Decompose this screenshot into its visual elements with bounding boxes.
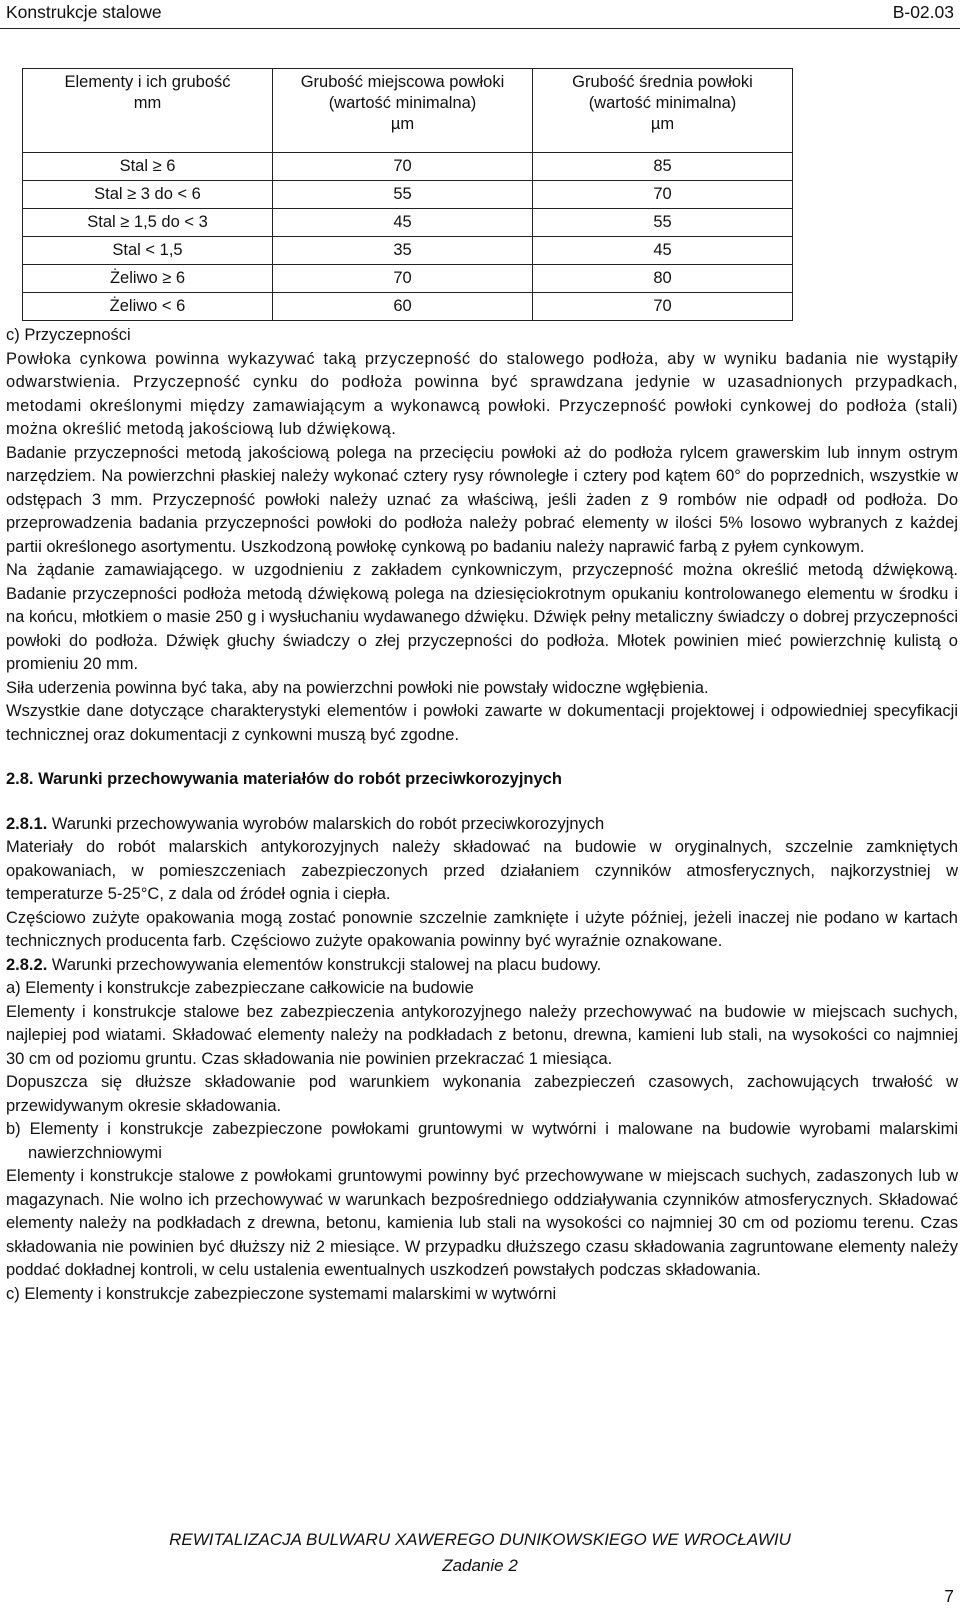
header-line: µm	[650, 115, 675, 133]
paragraph: Częściowo zużyte opakowania mogą zostać ponownie szczelnie zamknięte i użyte później, jeżeli inaczej nie podano w kartach technicznych producenta farb. Częściowo zużyte opakowania powinny być wyraźnie oznakowane.	[6, 908, 958, 950]
subsection-heading-2-8-1	[6, 813, 958, 837]
table-cell: 35	[273, 237, 533, 265]
table-cell: 55	[273, 181, 533, 209]
header-line: Grubość średnia powłoki	[572, 73, 753, 91]
table-cell: 70	[273, 153, 533, 181]
table-cell: Żeliwo < 6	[23, 293, 273, 321]
table-cell: 55	[533, 209, 793, 237]
header-line: (wartość minimalna)	[328, 94, 477, 112]
table-row	[23, 265, 793, 293]
table-row	[23, 293, 793, 321]
table-row	[23, 153, 793, 181]
paragraph: Wszystkie dane dotyczące charakterystyki elementów i powłoki zawarte w dokumentacji projektowej i odpowiedniej specyfikacji technicznej oraz dokumentacji z cynkowni muszą być zgodne.	[6, 702, 958, 744]
header-line: Grubość miejscowa powłoki	[300, 73, 505, 91]
footer-task: Zadanie 2	[442, 1556, 518, 1575]
header-line: mm	[133, 94, 162, 112]
section-heading-2-8: 2.8. Warunki przechowywania materiałów do robót przeciwkorozyjnych	[6, 770, 562, 788]
table-cell: Żeliwo ≥ 6	[23, 265, 273, 293]
table-row	[23, 237, 793, 265]
paragraph: Elementy i konstrukcje stalowe z powłokami gruntowymi powinny być przechowywane w miejscach suchych, zadaszonych lub w magazynach. Nie wolno ich przechowywać w warunkach bezpośredniego oddziaływania czynników atmosferycznych. Składować elementy należy na podkładach z drewna, betonu, kamienia lub stali na wysokości co najmniej 30 cm od poziomu terenu. Czas składowania nie powinien być dłuższy niż 2 miesiące. W przypadku dłuższego czasu składowania zagruntowane elementy należy poddać dokładnej kontroli, w celu ustalenia ewentualnych uszkodzeń powstałych podczas składowania.	[6, 1167, 958, 1279]
item-b-label: b) Elementy i konstrukcje zabezpieczone powłokami gruntowymi w wytwórni i malowane na budowie wyrobami malarskimi nawierzchniowymi	[6, 1120, 958, 1162]
table-cell: 60	[273, 293, 533, 321]
table-cell: 70	[533, 181, 793, 209]
table-header-cell	[273, 69, 533, 153]
table-header-row	[23, 69, 793, 153]
table-header-cell	[23, 69, 273, 153]
table-row	[23, 181, 793, 209]
paragraph: Badanie przyczepności metodą jakościową polega na przecięciu powłoki aż do podłoża rylcem grawerskim lub innym ostrym narzędziem. Na powierzchni płaskiej należy wykonać cztery rysy równoległe i cztery pod kątem 60° do poprzednich, wszystkie w odstępach 3 mm. Przyczepność powłoki należy uznać za właściwą, jeśli żaden z 9 rombów nie odpadł od podłoża. Do przeprowadzenia badania przyczepności powłoki do podłoża należy pobrać elementy w ilości 5% losowo wybranych z każdej partii określonego asortymentu. Uszkodzoną powłokę cynkową po badaniu należy naprawić farbą z pyłem cynkowym.	[6, 443, 958, 556]
paragraph: Powłoka cynkowa powinna wykazywać taką przyczepność do stalowego podłoża, aby w wyniku badania nie wystąpiły odwarstwienia. Przyczepność cynku do podłoża powinna być sprawdzana jedynie w uzasadnionych przypadkach, metodami określonymi między zamawiającym a wykonawcą powłoki. Przyczepność powłoki cynkowej do podłoża (stali) można określić metodą jakościową lub dźwiękową.	[6, 349, 958, 438]
subsection-title: Warunki przechowywania elementów konstrukcji stalowej na placu budowy.	[47, 955, 602, 974]
spacer	[6, 747, 958, 768]
table-cell: 70	[273, 265, 533, 293]
section-c-label: c) Przyczepności	[6, 326, 131, 344]
table-cell: 70	[533, 293, 793, 321]
subsection-number: 2.8.1.	[6, 814, 48, 833]
table-cell: 45	[533, 237, 793, 265]
spacer	[6, 792, 958, 813]
table-row	[23, 209, 793, 237]
paragraph: Na żądanie zamawiającego. w uzgodnieniu z zakładem cynkowniczym, przyczepność można określić metodą dźwiękową. Badanie przyczepności podłoża metodą dźwiękową polega na dziesięciokrotnym opukaniu kontrolowanego elementu w środku i na końcu, młotkiem o masie 250 g i wysłuchaniu wydawanego dźwięku. Dźwięk pełny metaliczny świadczy o dobrej przyczepności powłoki do podłoża. Dźwięk głuchy świadczy o złej przyczepności do podłoża. Młotek powinien mieć powierzchnię kulistą o promieniu 20 mm.	[6, 561, 958, 673]
header-line: µm	[390, 115, 415, 133]
table-cell: Stal < 1,5	[23, 237, 273, 265]
table-cell: 85	[533, 153, 793, 181]
item-c-label: c) Elementy i konstrukcje zabezpieczone systemami malarskimi w wytwórni	[6, 1284, 557, 1303]
page-header	[0, 0, 960, 29]
header-doc-code: B-02.03	[892, 2, 954, 22]
header-line: (wartość minimalna)	[588, 94, 737, 112]
table-cell: 45	[273, 209, 533, 237]
document-body	[6, 324, 958, 1306]
subsection-heading-2-8-2	[6, 954, 958, 978]
item-a-label: a) Elementy i konstrukcje zabezpieczane całkowicie na budowie	[6, 979, 474, 997]
header-title: Konstrukcje stalowe	[6, 2, 162, 22]
footer-project-title: REWITALIZACJA BULWARU XAWEREGO DUNIKOWSKIEGO WE WROCŁAWIU	[169, 1530, 791, 1549]
table-cell: Stal ≥ 3 do < 6	[23, 181, 273, 209]
subsection-number: 2.8.2.	[6, 955, 48, 974]
page-number: 7	[944, 1586, 954, 1606]
table-cell: 80	[533, 265, 793, 293]
paragraph: Dopuszcza się dłuższe składowanie pod warunkiem wykonania zabezpieczeń czasowych, zachowujących trwałość w przewidywanym okresie składowania.	[6, 1073, 958, 1115]
paragraph: Materiały do robót malarskich antykorozyjnych należy składować na budowie w oryginalnych, szczelnie zamkniętych opakowaniach, w pomieszczeniach zabezpieczonych przed działaniem czynników atmosferycznych, najkorzystniej w temperaturze 5-25°C, z dala od źródeł ognia i ciepła.	[6, 838, 958, 903]
header-line: Elementy i ich grubość	[64, 73, 231, 91]
coating-thickness-table	[22, 68, 793, 321]
table-cell: Stal ≥ 1,5 do < 3	[23, 209, 273, 237]
table-cell: Stal ≥ 6	[23, 153, 273, 181]
subsection-title: Warunki przechowywania wyrobów malarskich do robót przeciwkorozyjnych	[47, 814, 605, 833]
paragraph: Siła uderzenia powinna być taka, aby na powierzchni powłoki nie powstały widoczne wgłębienia.	[6, 678, 709, 697]
paragraph: Elementy i konstrukcje stalowe bez zabezpieczenia antykorozyjnego należy przechowywać na budowie w miejscach suchych, najlepiej pod wiatami. Składować elementy należy na podkładach z betonu, drewna, kamieni lub stali, na wysokości co najmniej 30 cm od poziomu gruntu. Czas składowania nie powinien przekraczać 1 miesiąca.	[6, 1002, 958, 1068]
table-header-cell	[533, 69, 793, 153]
